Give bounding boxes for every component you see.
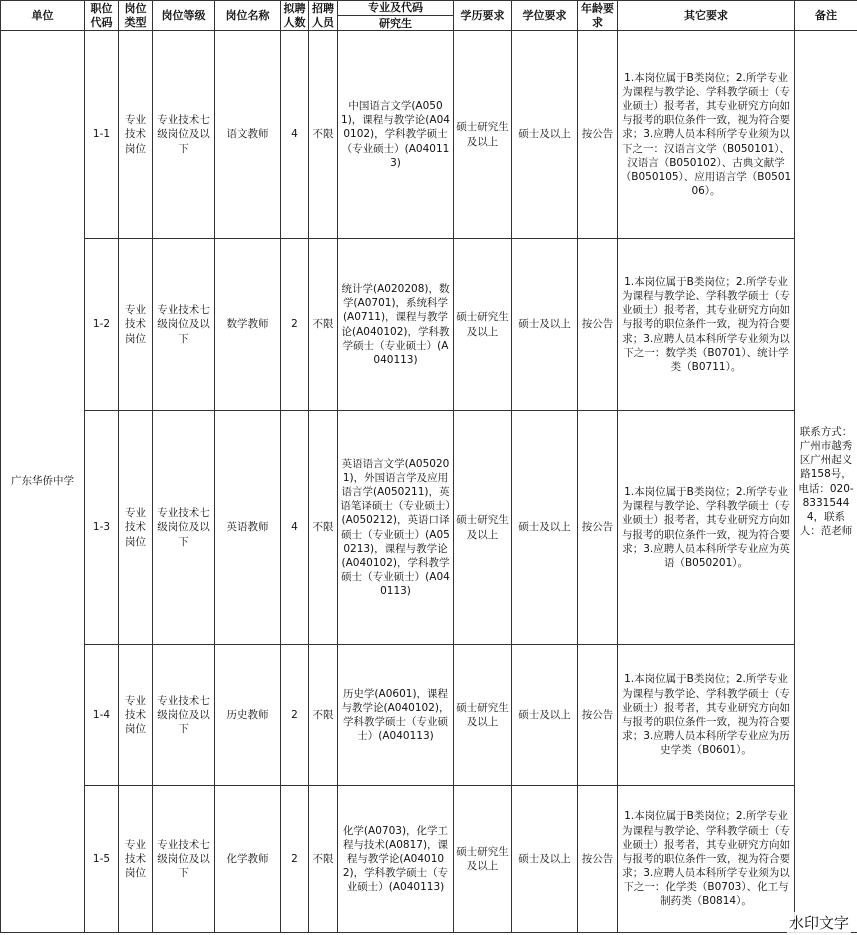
- major-cell: 统计学(A020208)，数学(A0701)，系统科学(A0711)，课程与教学论(A040102)，学科教学硕士（专业硕士）(A040113): [338, 239, 454, 411]
- level-cell: 专业技术七级岗位及以下: [153, 645, 215, 786]
- edu-cell: 硕士研究生及以上: [454, 411, 512, 645]
- header-edu: 学历要求: [454, 1, 512, 31]
- age-cell: 按公告: [578, 786, 618, 933]
- other-cell: 1.本岗位属于B类岗位；2.所学专业为课程与教学论、学科教学硕士（专业硕士）报考者，其专业研究方向如与报考的职位条件一致，视为符合要求；3.应聘人员本科所学专业须为以下之一：数学类（B0701）、统计学类（B0711）。: [618, 239, 795, 411]
- table-row: [1, 411, 857, 645]
- type-cell: 专业技术岗位: [119, 786, 153, 933]
- degree-cell: 硕士及以上: [512, 645, 578, 786]
- degree-cell: 硕士及以上: [512, 239, 578, 411]
- edu-cell: 硕士研究生及以上: [454, 31, 512, 239]
- level-cell: 专业技术七级岗位及以下: [153, 411, 215, 645]
- code-cell: 1-5: [85, 786, 119, 933]
- type-cell: 专业技术岗位: [119, 239, 153, 411]
- type-cell: 专业技术岗位: [119, 645, 153, 786]
- major-cell: 英语语言文学(A050201)，外国语言学及应用语言学(A050211)，英语笔译硕士（专业硕士）(A050212)，英语口译硕士（专业硕士）(A050213)，课程与教学论(A040102)，学科教学硕士（专业硕士）(A040113): [338, 411, 454, 645]
- table-row: [1, 239, 857, 411]
- age-cell: 按公告: [578, 411, 618, 645]
- header-code: 职位代码: [85, 1, 119, 31]
- name-cell: 英语教师: [215, 411, 281, 645]
- degree-cell: 硕士及以上: [512, 786, 578, 933]
- target-cell: 不限: [309, 645, 338, 786]
- watermark-text: 水印文字: [788, 914, 849, 932]
- header-age: 年龄要求: [578, 1, 618, 31]
- header-major-label: 专业及代码: [368, 1, 423, 15]
- age-cell: 按公告: [578, 239, 618, 411]
- other-cell: 1.本岗位属于B类岗位；2.所学专业为课程与教学论、学科教学硕士（专业硕士）报考者，其专业研究方向如与报考的职位条件一致，视为符合要求；3.应聘人员本科所学专业应为英语（B050201）。: [618, 411, 795, 645]
- header-type: 岗位类型: [119, 1, 153, 31]
- type-cell: 专业技术岗位: [119, 31, 153, 239]
- header-unit: 单位: [1, 1, 85, 31]
- type-cell: 专业技术岗位: [119, 411, 153, 645]
- count-cell: 2: [281, 239, 309, 411]
- table-row: [1, 31, 857, 239]
- level-cell: 专业技术七级岗位及以下: [153, 31, 215, 239]
- header-other: 其它要求: [618, 1, 795, 31]
- count-cell: 4: [281, 411, 309, 645]
- name-cell: 历史教师: [215, 645, 281, 786]
- table-row: [1, 786, 857, 933]
- age-cell: 按公告: [578, 31, 618, 239]
- header-degree: 学位要求: [512, 1, 578, 31]
- header-name: 岗位名称: [215, 1, 281, 31]
- degree-cell: 硕士及以上: [512, 411, 578, 645]
- table-row: [1, 645, 857, 786]
- other-cell: 1.本岗位属于B类岗位；2.所学专业为课程与教学论、学科教学硕士（专业硕士）报考者，其专业研究方向如与报考的职位条件一致，视为符合要求；3.应聘人员本科所学专业应为历史学类（B0601）。: [618, 645, 795, 786]
- degree-cell: 硕士及以上: [512, 31, 578, 239]
- header-level: 岗位等级: [153, 1, 215, 31]
- major-cell: 中国语言文学(A0501)，课程与教学论(A040102)，学科教学硕士（专业硕士）(A040113): [338, 31, 454, 239]
- name-cell: 数学教师: [215, 239, 281, 411]
- unit-cell: 广东华侨中学: [1, 31, 85, 933]
- level-cell: 专业技术七级岗位及以下: [153, 239, 215, 411]
- major-cell: 历史学(A0601)，课程与教学论(A040102)，学科教学硕士（专业硕士）(A040113): [338, 645, 454, 786]
- header-count: 拟聘人数: [281, 1, 309, 31]
- header-major-sub: 研究生: [338, 15, 454, 30]
- edu-cell: 硕士研究生及以上: [454, 239, 512, 411]
- code-cell: 1-3: [85, 411, 119, 645]
- other-cell: 1.本岗位属于B类岗位；2.所学专业为课程与教学论、学科教学硕士（专业硕士）报考者，其专业研究方向如与报考的职位条件一致，视为符合要求；3.应聘人员本科所学专业须为以下之一：汉语言文学（B050101）、汉语言（B050102）、古典文献学（B050105）、应用语言学（B050106）。: [618, 31, 795, 239]
- name-cell: 化学教师: [215, 786, 281, 933]
- name-cell: 语文教师: [215, 31, 281, 239]
- count-cell: 2: [281, 786, 309, 933]
- target-cell: 不限: [309, 786, 338, 933]
- code-cell: 1-4: [85, 645, 119, 786]
- header-major: [338, 1, 454, 31]
- count-cell: 4: [281, 31, 309, 239]
- other-cell: 1.本岗位属于B类岗位；2.所学专业为课程与教学论、学科教学硕士（专业硕士）报考者，其专业研究方向如与报考的职位条件一致，视为符合要求；3.应聘人员本科所学专业须为以下之一：化学类（B0703）、化工与制药类（B0814）。: [618, 786, 795, 933]
- header-target: 招聘人员: [309, 1, 338, 31]
- header-remark: 备注: [795, 1, 857, 31]
- code-cell: 1-1: [85, 31, 119, 239]
- edu-cell: 硕士研究生及以上: [454, 645, 512, 786]
- age-cell: 按公告: [578, 645, 618, 786]
- remark-cell: 联系方式：广州市越秀区广州起义路158号，电话：020-83315444，联系人：范老师: [795, 31, 857, 933]
- edu-cell: 硕士研究生及以上: [454, 786, 512, 933]
- level-cell: 专业技术七级岗位及以下: [153, 786, 215, 933]
- target-cell: 不限: [309, 239, 338, 411]
- major-cell: 化学(A0703)，化学工程与技术(A0817)，课程与教学论(A040102)，学科教学硕士（专业硕士）(A040113): [338, 786, 454, 933]
- code-cell: 1-2: [85, 239, 119, 411]
- target-cell: 不限: [309, 31, 338, 239]
- count-cell: 2: [281, 645, 309, 786]
- header-row: [1, 1, 857, 31]
- target-cell: 不限: [309, 411, 338, 645]
